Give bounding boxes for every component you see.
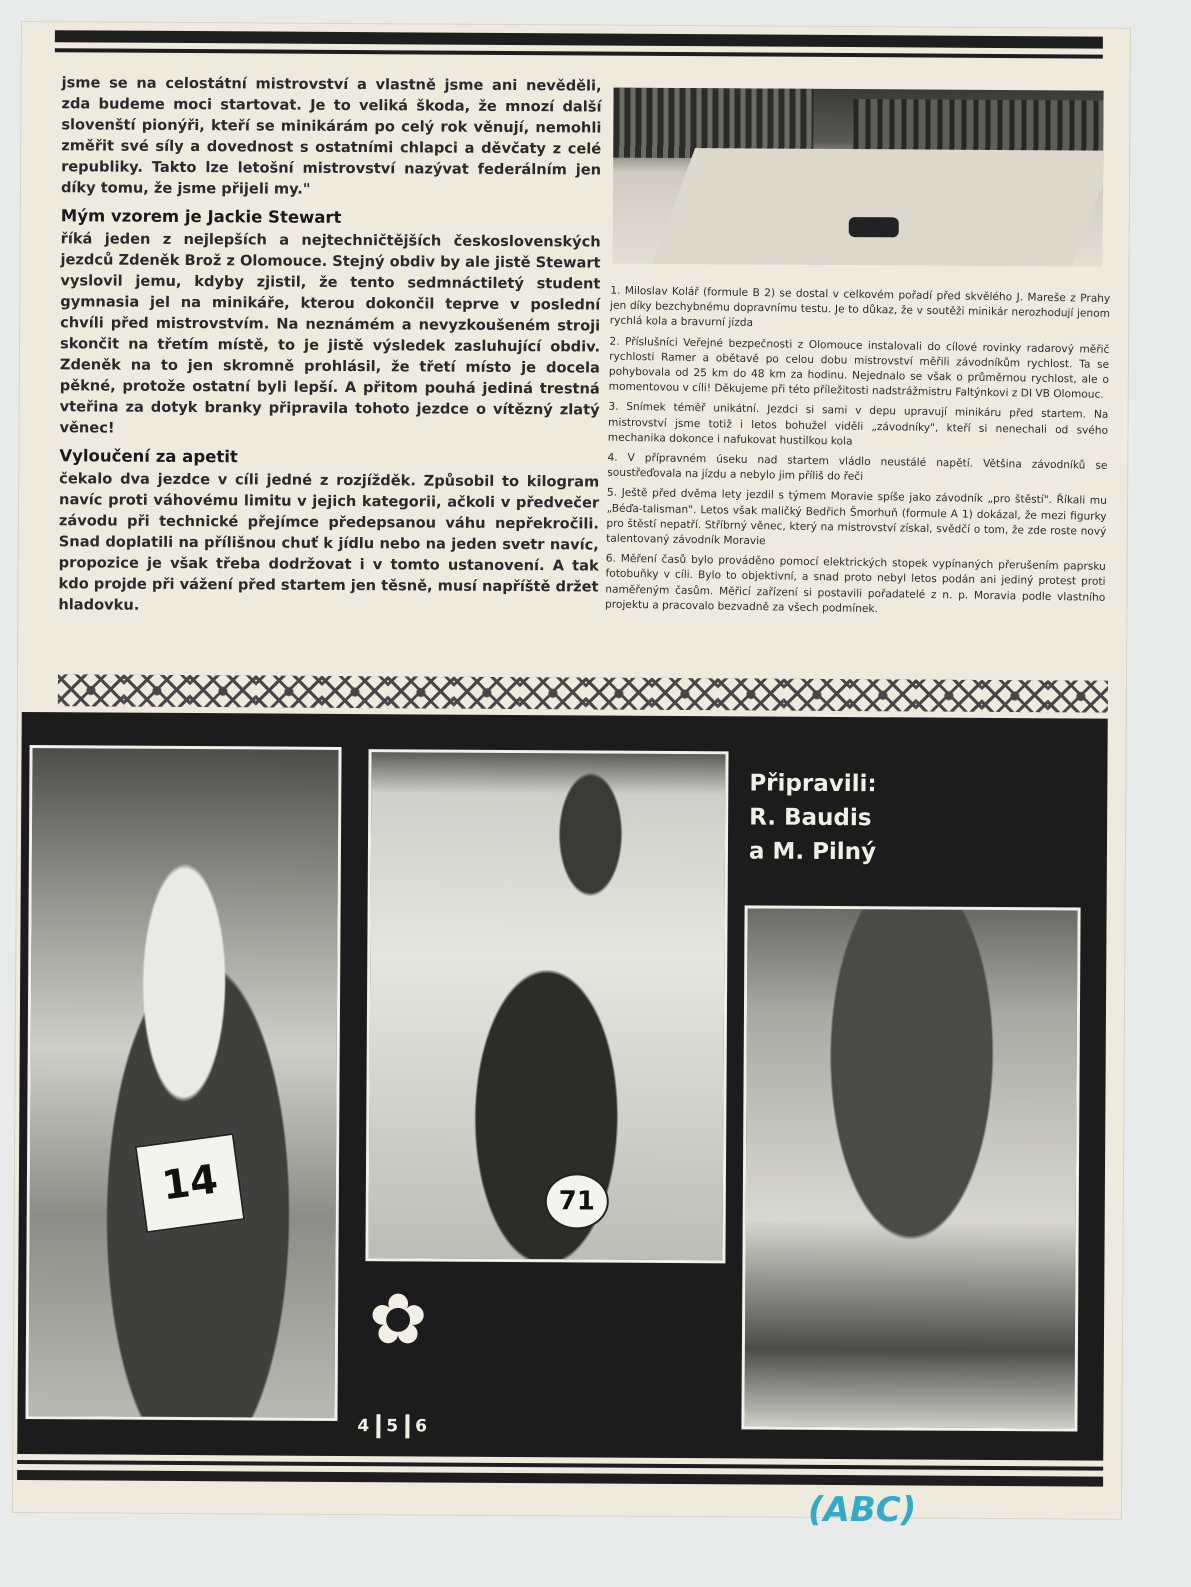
photo-boy-kart-71 xyxy=(365,749,728,1263)
caption-1: 1. Miloslav Kolář (formule B 2) se dostal v celkovém pořadí před skvělého J. Mareše z Prahy jen díky bezchybnému dopravnímu testu. Je to důkaz, že v soutěži minikár nerozhodují jenom rychlá kola a bravurní jízda xyxy=(609,284,1111,330)
credits-author-1: R. Baudis xyxy=(749,804,872,832)
page-number-4: 4 xyxy=(357,1416,371,1437)
top-rule-thin xyxy=(55,48,1103,58)
credits-author-2: a M. Pilný xyxy=(748,838,877,866)
bottom-rule-thin xyxy=(17,1460,1103,1471)
caption-2: 2. Příslušníci Veřejné bezpečnosti z Olomouce instalovali do cílové rovinky radarový měřič rychlosti Ramer a obětavě po celou dobu mistrovství měřili závodníkům rychlost. Ta se pohybovala od 25 km do 48 km za hodinu. Nejednalo se však o průměrnou rychlost, ale o momentovou v cíli! Děkujeme při této příležitosti nadstrážmistru Faltýnkovi z DI VB Olomouc. xyxy=(608,335,1110,402)
photo-finish-line xyxy=(741,905,1080,1431)
race-bib-14: 14 xyxy=(134,1133,245,1234)
caption-4: 4. V přípravném úseku nad startem vládlo neustálé napětí. Většina závodníků se soustřeďovala na jízdu a nebylo jim příliš do řeči xyxy=(607,451,1108,484)
bottom-rule xyxy=(17,1470,1103,1487)
photo-race-track xyxy=(613,88,1104,267)
article-para-2: čekalo dva jezdce v cíli jedné z rozjížděk. Způsobil to kilogram navíc proti váhovému limitu v jejich kategorii, ačkoli v předvečer závodu při technické přejímce předepsanou váhu nepřekročili. Snad doplatili na přílišnou chuť k jídlu nebo na jeden svetr navíc, propozice je však třeba dodržovat i v tomto ustanovení. A tak kdo projde při vážení před startem jen těsně, musí napříště držet hladovku. xyxy=(58,470,600,614)
page-number-5: 5 xyxy=(386,1416,400,1437)
caption-6: 6. Měření časů bylo prováděno pomocí elektrických stopek vypínaných přerušením paprsku fotobuňky v cíli. Bylo to objektivní, a snad proto nebyl letos podán ani jediný protest proti naměřeným časům. Měřicí zařízení si postavili pořadatelé z n. p. Moravia podle vlastního projektu a pracovalo bezvadně za všech podmínek. xyxy=(604,552,1106,615)
heading-vylouceni: Vyloučení za apetit xyxy=(59,446,238,467)
photo-driver-14 xyxy=(25,745,341,1421)
page-separator xyxy=(376,1414,380,1438)
caption-3: 3. Snímek téměř unikátní. Jezdci si sami v depu upravují minikáru před startem. Na mistrovství jsme totiž i letos bohužel viděli „závodníky", kteří si nenechali od svého mechanika dokonce i nafukovat hustilkou kola xyxy=(607,401,1109,448)
caption-5: 5. Ještě před dvěma lety jezdil s týmem Moravie spíše jako závodník „pro štěstí". Říkali mu „Béďa-talisman". Letos však maličký Bedřich Šmorhuň (formule A 1) dokázal, že mezi figurky pro štěstí nepatří. Stříbrný věnec, který na mistrovství získal, svědčí o tom, že zde roste nový talentovaný závodník Moravie xyxy=(606,487,1107,548)
article-para-1: říká jeden z nejlepších a nejtechničtějších československých jezdců Zdeněk Brož z Olomouce. Stejný obdiv by ale jistě Stewart vyslovil jemu, kdyby zjistil, že tento sedmnáctiletý student gymnasia jel na minikáře, kterou dokončil teprve v poslední chvíli před mistrovstvím. Na neznámém a nevyzkoušeném stroji skončit na třetím místě, to je jistě výsledek zasluhující obdiv. Zdeněk na to jen skromně prohlásil, že třetí místo je docela pěkné, protože ostatní byli lepší. A přitom pouhá jediná trestná vteřina za dotyk branky připravila tohoto jezdce o vítězný zlatý věnec! xyxy=(59,230,601,437)
photo-kart xyxy=(849,217,899,237)
top-rule xyxy=(55,30,1103,48)
photo-panel xyxy=(17,712,1108,1461)
page-numbers xyxy=(357,1414,428,1438)
heading-jackie-stewart: Mým vzorem je Jackie Stewart xyxy=(60,206,342,227)
page-separator xyxy=(405,1414,409,1438)
page-number-6: 6 xyxy=(415,1416,429,1437)
article-column xyxy=(58,72,601,618)
flower-icon: ✿ xyxy=(368,1278,428,1361)
magazine-page xyxy=(13,22,1130,1519)
handwritten-note: (ABC) xyxy=(808,1490,917,1530)
credits-label: Připravili: xyxy=(749,770,877,798)
article-intro: jsme se na celostátní mistrovství a vlastně jsme ani nevěděli, zda budeme moci startovat. Je to veliká škoda, že mnozí další slovenští pionýři, kteří se minikárám po celý rok věnují, nemohli změřit své síly a dovednost s ostatními chlapci a děvčaty z celé republiky. Takto lze letošní mistrovství nazývat federálním jen díky tomu, že jsme přijeli my." xyxy=(60,74,602,198)
race-bib-71: 71 xyxy=(545,1173,609,1229)
photo-captions xyxy=(605,284,1110,626)
photo-road xyxy=(651,148,1104,266)
credits xyxy=(749,766,877,869)
ornamental-border xyxy=(58,674,1108,712)
